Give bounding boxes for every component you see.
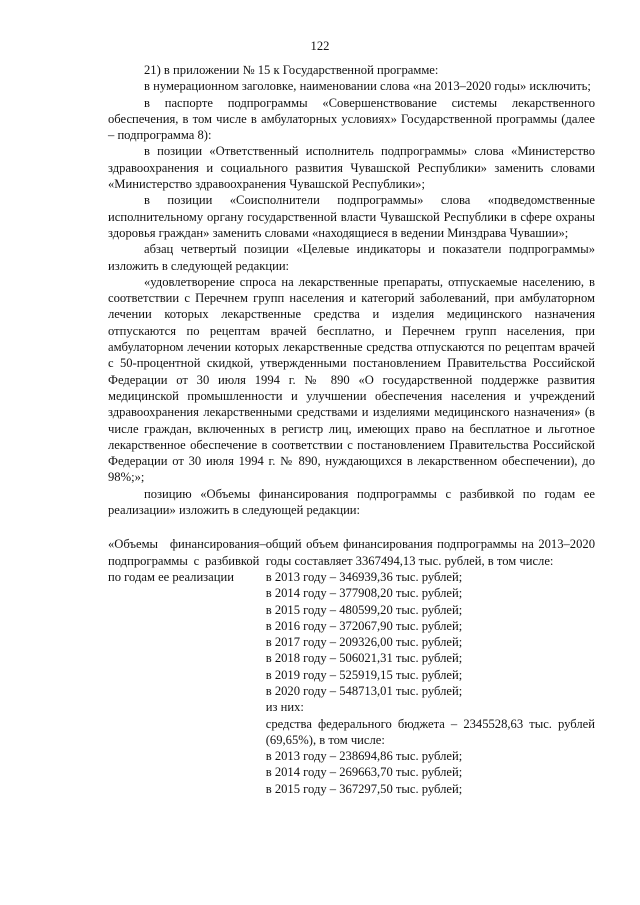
federal-budget: средства федерального бюджета – 2345528,63 тыс. рублей (69,65%), в том числе: <box>265 716 595 747</box>
paragraph: позицию «Объемы финансирования подпрограммы с разбивкой по годам ее реализации» изложить в следующей редакции: <box>108 486 595 518</box>
financing-year: в 2014 году – 377908,20 тыс. рублей; <box>265 586 463 601</box>
financing-table <box>108 536 595 797</box>
paragraph: в нумерационном заголовке, наименовании слова «на 2013–2020 годы» исключить; <box>144 79 591 94</box>
financing-year: в 2016 году – 372067,90 тыс. рублей; <box>265 618 463 633</box>
paragraph: абзац четвертый позиции «Целевые индикаторы и показатели подпрограммы» изложить в следующей редакции: <box>108 242 595 273</box>
financing-of-them: из них: <box>265 700 304 715</box>
paragraph: в позиции «Ответственный исполнитель подпрограммы» слова «Министерство здравоохранения и социального развития Чувашской Республики» заменить словами «Министерство здравоохранения Чувашской Республики»; <box>108 144 595 192</box>
page-number: 122 <box>310 39 330 53</box>
spacer <box>108 518 595 536</box>
federal-year: в 2013 году – 238694,86 тыс. рублей; <box>265 749 463 764</box>
financing-year: в 2018 году – 506021,31 тыс. рублей; <box>265 651 463 666</box>
paragraph: в позиции «Соисполнители подпрограммы» слова «подведомственные исполнительному органу государственной власти Чувашской Республики в сфере охраны здоровья граждан» заменить словами «находящиеся в ведении Минздрава Чувашии»; <box>108 193 595 240</box>
federal-year: в 2014 году – 269663,70 тыс. рублей; <box>265 765 463 780</box>
financing-year: в 2013 году – 346939,36 тыс. рублей; <box>265 569 463 584</box>
financing-total: общий объем финансирования подпрограммы на 2013–2020 годы составляет 3367494,13 тыс. рублей, в том числе: <box>265 537 595 568</box>
financing-year: в 2017 году – 209326,00 тыс. рублей; <box>265 635 463 650</box>
federal-year: в 2015 году – 367297,50 тыс. рублей; <box>265 781 463 796</box>
paragraph: 21) в приложении № 15 к Государственной программе: <box>144 63 439 77</box>
financing-year: в 2020 году – 548713,01 тыс. рублей; <box>265 683 463 698</box>
document-body <box>108 62 595 797</box>
financing-details <box>266 536 595 797</box>
financing-year: в 2015 году – 480599,20 тыс. рублей; <box>265 602 463 617</box>
financing-dash: – <box>259 537 266 552</box>
financing-year: в 2019 году – 525919,15 тыс. рублей; <box>265 667 463 682</box>
financing-label: «Объемы финансирования подпрограммы с разбивкой по годам ее реализации <box>108 537 260 584</box>
quoted-paragraph: «удовлетворение спроса на лекарственные препараты, отпускаемые населению, в соответствии с Перечнем групп населения и категорий заболеваний, при амбулаторном лечении которых лекарственные средства и изделия медицинского назначения отпускаются по рецептам врачей бесплатно, и Перечнем групп населения, при амбулаторном лечении которых лекарственные средства отпускаются по рецептам врачей с 50-процентной скидкой, утвержденными постановлением Правительства Российской Федерации от 30 июля 1994 г. № 890 «О государственной поддержке развития медицинской промышленности и улучшении обеспечения населения и учреждений здравоохранения лекарственными средствами и изделиями медицинского назначения» (в числе граждан, включенных в регистр лиц, имеющих право на бесплатное и льготное лекарственное обеспечение в соответствии с постановлением Правительства Российской Федерации от 30 июля 1994 г. № 890, нуждающихся в лекарственном обеспечении), до 98%;»; <box>108 274 595 485</box>
paragraph: в паспорте подпрограммы «Совершенствование системы лекарственного обеспечения, в том числе в амбулаторных условиях» Государственной программы (далее – подпрограмма 8): <box>108 95 595 143</box>
